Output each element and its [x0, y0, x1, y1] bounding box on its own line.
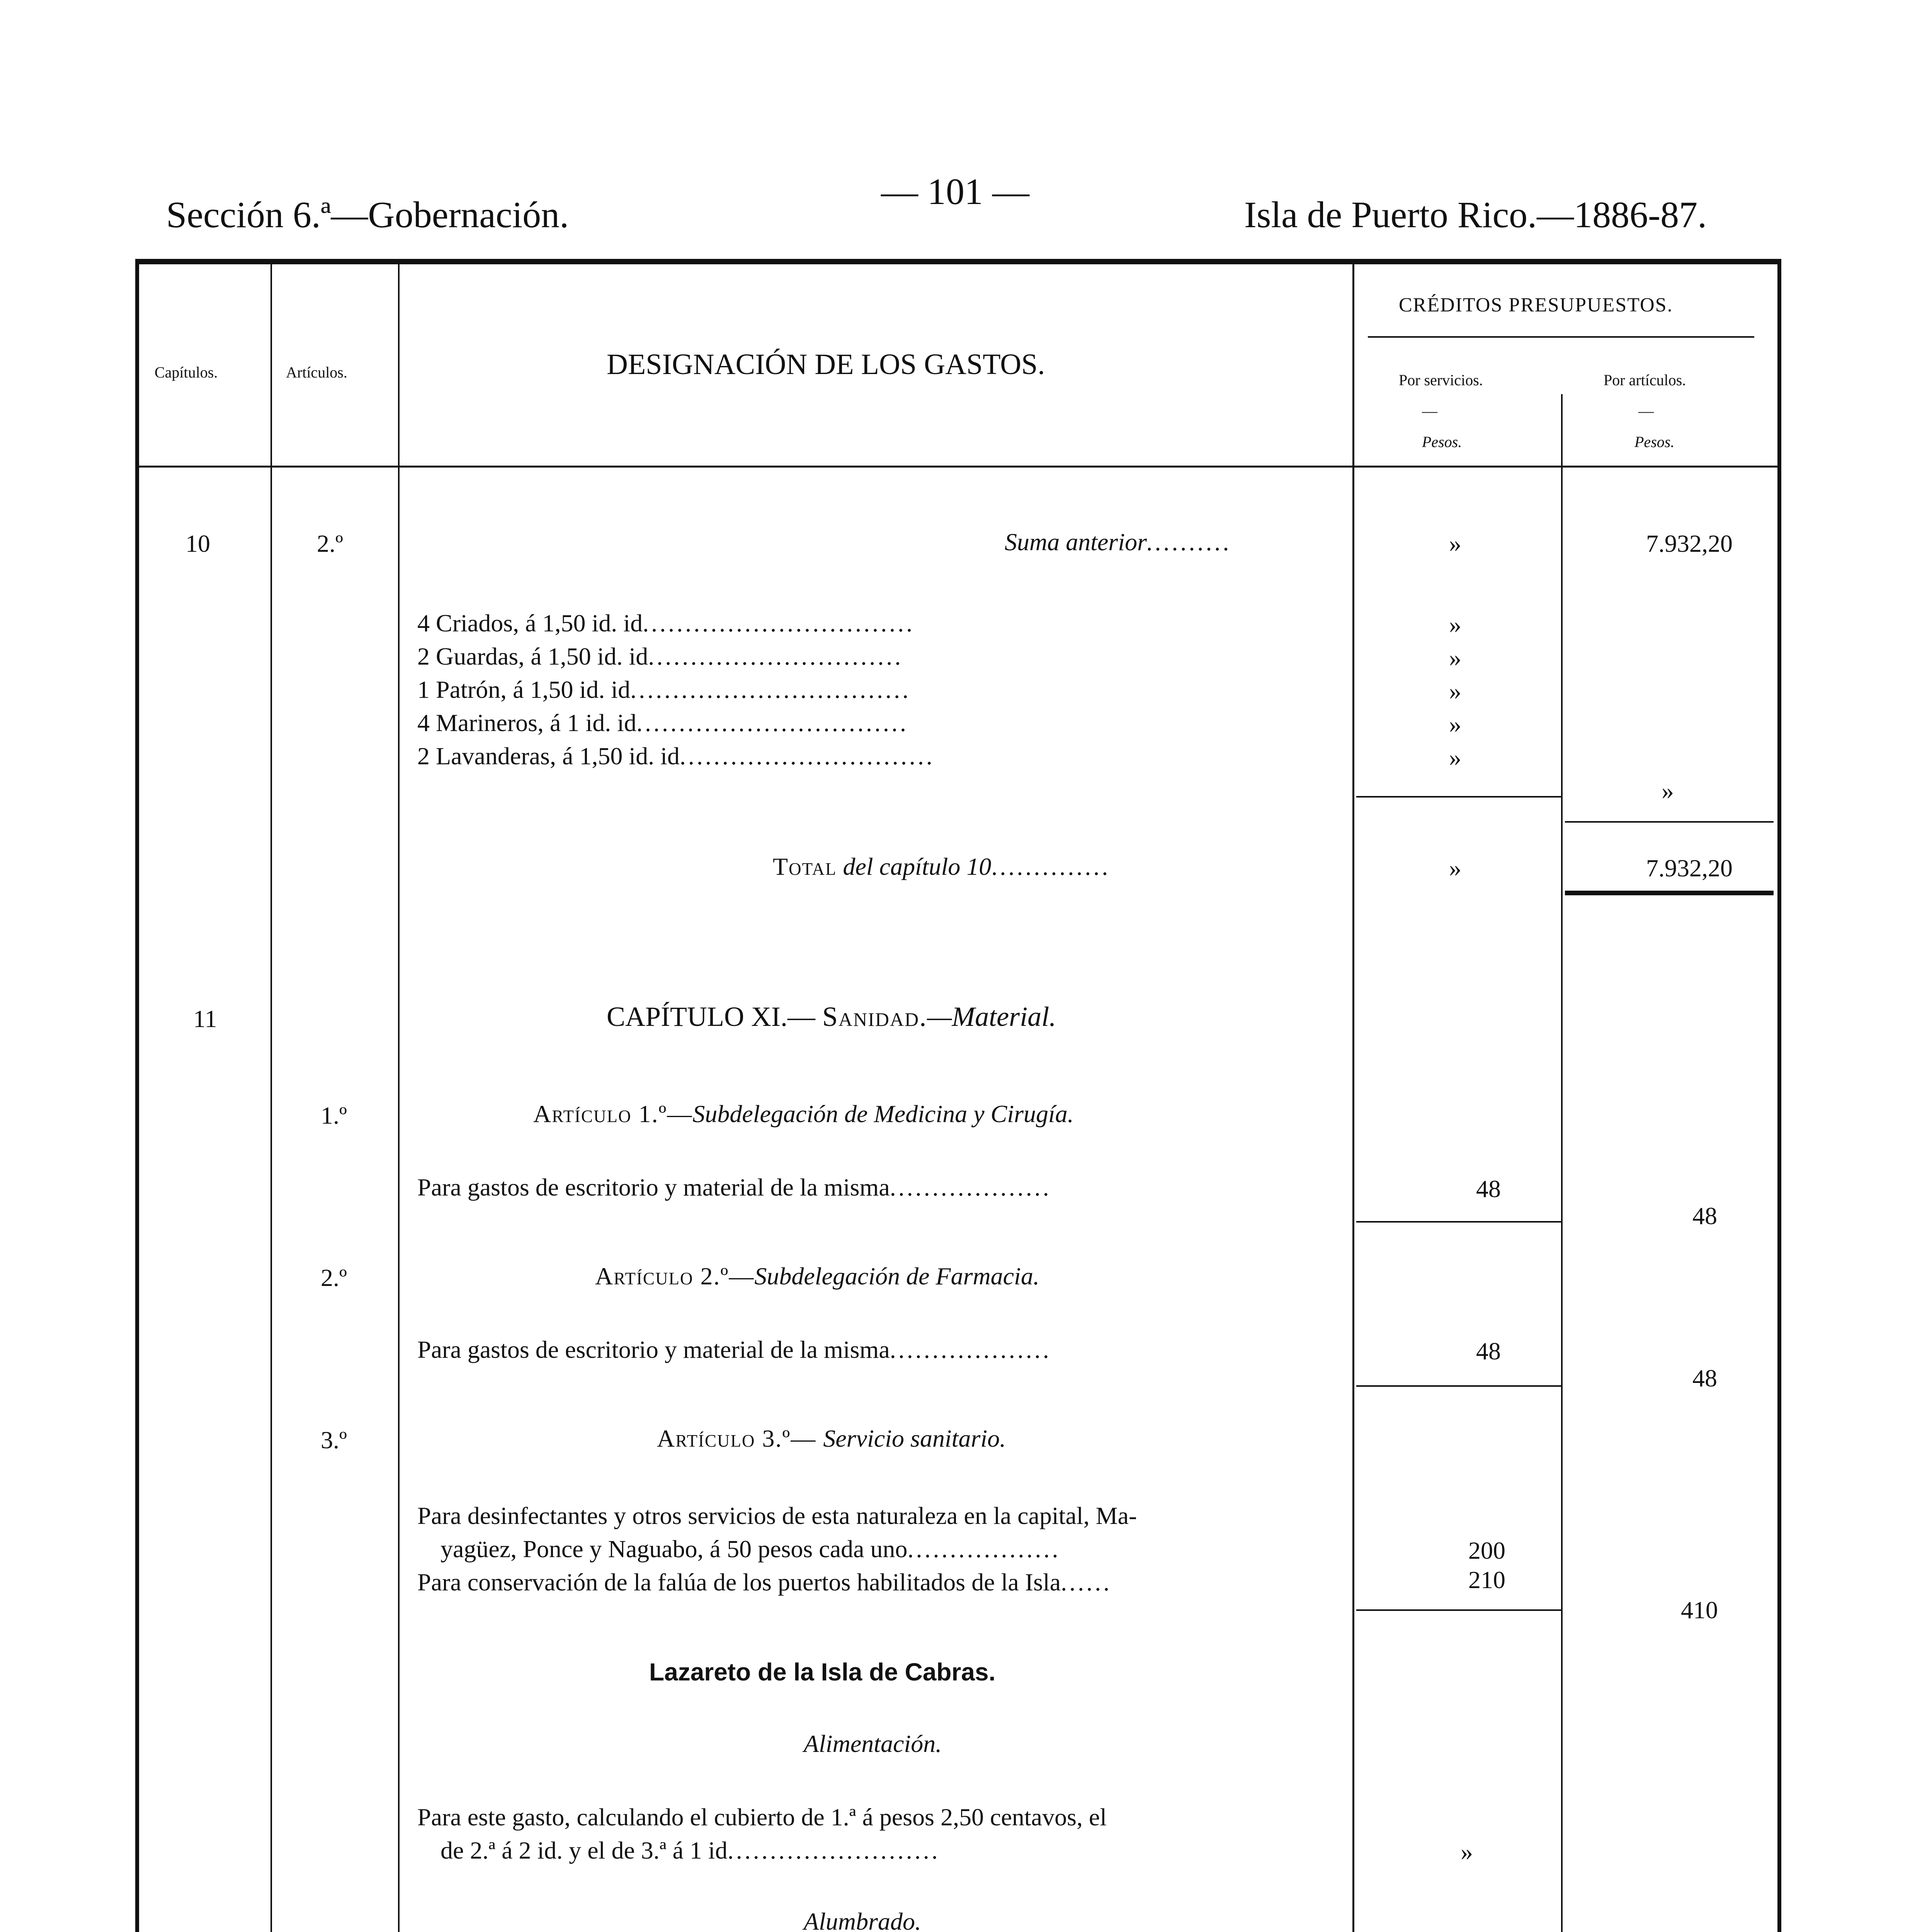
chapter-total-servicios: » — [1449, 854, 1461, 882]
article-subtotal: 48 — [1692, 1202, 1717, 1230]
creditos-rule — [1368, 336, 1754, 338]
article-number: 2.º — [321, 1264, 347, 1291]
document-title: Isla de Puerto Rico.—1886-87. — [1244, 194, 1707, 235]
col-articulos-dash: — — [1638, 402, 1654, 420]
rule — [1356, 1609, 1561, 1611]
list-item: yagüez, Ponce y Naguabo, á 50 pesos cada uno.................. — [440, 1535, 1061, 1563]
article-title: Artículo 3.º— Servicio sanitario. — [657, 1425, 1006, 1452]
chapter-number: 10 — [185, 530, 210, 557]
col-divider-capitulos — [270, 263, 272, 1932]
list-item-value: » — [1449, 611, 1461, 638]
chapter-total-label: Total del capítulo 10.............. — [773, 853, 1111, 880]
col-por-articulos: Por artículos. — [1604, 371, 1686, 389]
list-item-value: » — [1449, 744, 1461, 771]
article-subtotal: » — [1662, 777, 1674, 804]
col-servicios-unit: Pesos. — [1422, 433, 1462, 451]
carry-over-label: Suma anterior.......... — [1005, 528, 1232, 556]
carry-over-articulos: 7.932,20 — [1646, 530, 1733, 557]
table-top-rule — [135, 259, 1777, 264]
list-item-value: 210 — [1468, 1566, 1505, 1594]
article-subtotal: 48 — [1692, 1364, 1717, 1392]
article-number: 1.º — [321, 1102, 347, 1129]
list-item-value: » — [1461, 1838, 1473, 1866]
col-articulos-unit: Pesos. — [1634, 433, 1675, 451]
list-item: 2 Lavanderas, á 1,50 id. id.............................. — [417, 742, 935, 770]
chapter-title: CAPÍTULO XI.— Sanidad.—Material. — [607, 1001, 1056, 1032]
list-item: 2 Guardas, á 1,50 id. id.............................. — [417, 643, 903, 670]
article-title: Artículo 2.º—Subdelegación de Farmacia. — [595, 1262, 1039, 1290]
rule — [1356, 1221, 1561, 1223]
list-item: Para conservación de la falúa de los puertos habilitados de la Isla...... — [417, 1568, 1112, 1596]
list-item-value: » — [1449, 644, 1461, 672]
carry-over-servicios: » — [1449, 530, 1461, 557]
list-item: de 2.ª á 2 id. y el de 3.ª á 1 id......................... — [440, 1837, 940, 1864]
article-title: Artículo 1.º—Subdelegación de Medicina y Cirugía. — [533, 1100, 1074, 1128]
header-bottom-rule — [139, 466, 1777, 468]
col-divider-articulos — [398, 263, 400, 1932]
rule — [1356, 1385, 1561, 1387]
list-item: Para gastos de escritorio y material de la misma................... — [417, 1173, 1051, 1201]
article-number: 2.º — [317, 530, 343, 557]
subsection-title: Alimentación. — [804, 1730, 942, 1757]
list-item-value: 48 — [1476, 1337, 1501, 1365]
col-capitulos: Capítulos. — [155, 364, 218, 381]
col-servicios-dash: — — [1422, 402, 1437, 420]
list-item-value: 200 — [1468, 1537, 1505, 1564]
col-divider-designacion — [1352, 263, 1354, 1932]
list-item-value: » — [1449, 677, 1461, 705]
col-creditos: CRÉDITOS PRESUPUESTOS. — [1399, 294, 1673, 316]
table-right-border — [1777, 259, 1781, 1932]
col-por-servicios: Por servicios. — [1399, 371, 1483, 389]
article-subtotal: 410 — [1681, 1596, 1718, 1624]
section-heading: Sección 6.ª—Gobernación. — [166, 194, 569, 235]
list-item: Para gastos de escritorio y material de la misma................... — [417, 1336, 1051, 1363]
col-designacion: DESIGNACIÓN DE LOS GASTOS. — [607, 348, 1045, 381]
list-item-value: 48 — [1476, 1175, 1501, 1202]
list-item: Para este gasto, calculando el cubierto de 1.ª á pesos 2,50 centavos, el — [417, 1803, 1107, 1831]
page-number: — 101 — — [881, 171, 1029, 212]
section-subtitle: Lazareto de la Isla de Cabras. — [649, 1658, 996, 1686]
col-divider-servicios — [1561, 394, 1563, 1932]
table-left-border — [135, 259, 139, 1932]
rule — [1356, 796, 1561, 798]
rule — [1565, 821, 1774, 823]
subsection-title: Alumbrado. — [804, 1908, 921, 1932]
list-item-value: » — [1449, 711, 1461, 738]
article-number: 3.º — [321, 1426, 347, 1454]
list-item: 4 Criados, á 1,50 id. id................................ — [417, 609, 915, 637]
chapter-number: 11 — [193, 1005, 217, 1032]
chapter-total-articulos: 7.932,20 — [1646, 854, 1733, 882]
double-rule — [1565, 891, 1774, 895]
col-articulos: Artículos. — [286, 364, 347, 381]
list-item: 1 Patrón, á 1,50 id. id................................. — [417, 676, 911, 703]
list-item: 4 Marineros, á 1 id. id................................ — [417, 709, 908, 736]
list-item: Para desinfectantes y otros servicios de esta naturaleza en la capital, Ma- — [417, 1502, 1137, 1529]
